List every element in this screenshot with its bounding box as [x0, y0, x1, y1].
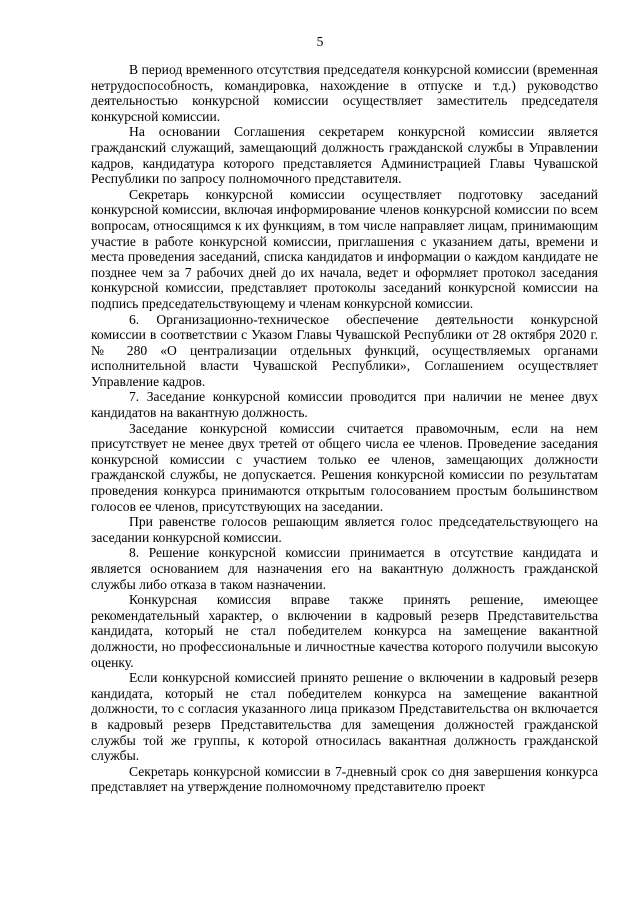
document-body: [91, 62, 598, 795]
paragraph-section-6: 6. Организационно-техническое обеспечение деятельности конкурсной комиссии в соответствии с Указом Главы Чувашской Республики от 28 октября 2020 г. № 280 «О централизации отдельных функций, осуществляемых органами исполнительной власти Чувашской Республики», Соглашением осуществляет Управление кадров.: [91, 311, 598, 389]
paragraph-personnel-reserve: Если конкурсной комиссией принято решение о включении в кадровый резерв кандидата, который не стал победителем конкурса на замещение вакантной должности, то с согласия указанного лица приказом Представительства он включается в кадровый резерв Представительства для замещения должностей гражданской службы той же группы, к которой относилась вакантная должность гражданской службы.: [91, 670, 598, 764]
paragraph-secretary-appointment: На основании Соглашения секретарем конкурсной комиссии является гражданский служащий, замещающий должность гражданской службы в Управлении кадров, кандидатура которого представляется Администрацией Главы Чувашской Республики по запросу полномочного представителя.: [91, 124, 598, 187]
paragraph-secretary-duties: Секретарь конкурсной комиссии осуществляет подготовку заседаний конкурсной комиссии, включая информирование членов конкурсной комиссии по всем вопросам, относящимся к их функциям, в том числе направляет лицам, принимающим участие в работе конкурсной комиссии, приглашения с указанием даты, времени и места проведения заседаний, списка кандидатов и информации о каждом кандидате не позднее чем за 7 рабочих дней до их начала, ведет и оформляет протокол заседания конкурсной комиссии, представляет протоколы заседаний конкурсной комиссии на подпись председательствующему и членам конкурсной комиссии.: [91, 186, 598, 311]
paragraph-quorum: Заседание конкурсной комиссии считается правомочным, если на нем присутствует не менее двух третей от общего числа ее членов. Проведение заседания конкурсной комиссии с участием только ее членов, замещающих должности гражданской службы, не допускается. Решения конкурсной комиссии по результатам проведения конкурса принимаются открытым голосованием простым большинством голосов ее членов, присутствующих на заседании.: [91, 420, 598, 514]
paragraph-section-8: 8. Решение конкурсной комиссии принимается в отсутствие кандидата и является основанием для назначения его на вакантную должность гражданской службы либо отказа в таком назначении.: [91, 545, 598, 592]
page-number: 5: [316, 34, 324, 49]
paragraph-tie-vote: При равенстве голосов решающим является голос председательствующего на заседании конкурсной комиссии.: [91, 514, 598, 545]
paragraph-recommendation: Конкурсная комиссия вправе также принять решение, имеющее рекомендательный характер, о включении в кадровый резерв Представительства кандидата, который не стал победителем конкурса на замещение вакантной должности, но профессиональные и личностные качества которого получили высокую оценку.: [91, 592, 598, 670]
paragraph-acting-chair: В период временного отсутствия председателя конкурсной комиссии (временная нетрудоспособность, командировка, нахождение в отпуске и т.д.) руководство деятельностью конкурсной комиссии осуществляет заместитель председателя конкурсной комиссии.: [91, 62, 598, 124]
paragraph-secretary-deadline: Секретарь конкурсной комиссии в 7-дневный срок со дня завершения конкурса представляет на утверждение полномочному представителю проект: [91, 763, 598, 795]
paragraph-section-7: 7. Заседание конкурсной комиссии проводится при наличии не менее двух кандидатов на вакантную должность.: [91, 389, 598, 421]
